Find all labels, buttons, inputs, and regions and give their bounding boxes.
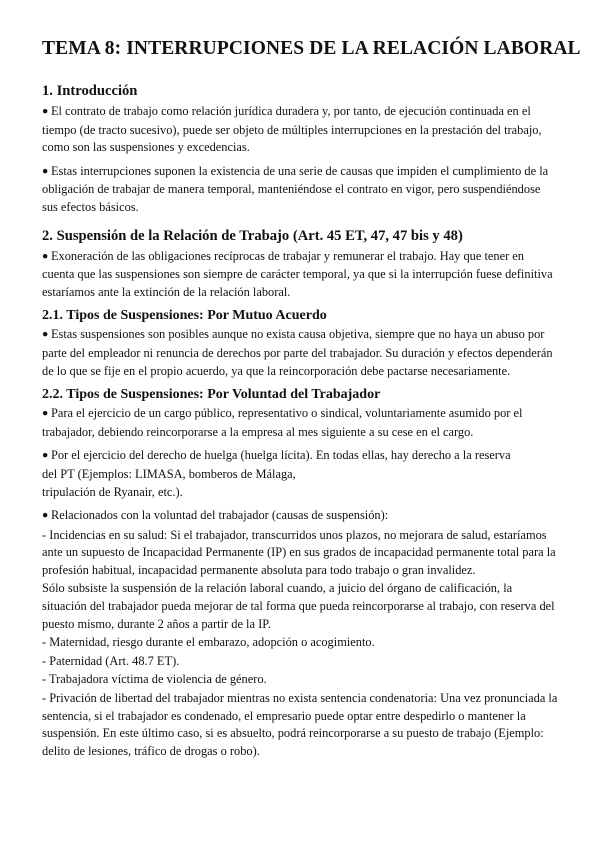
section-2-2-paragraph-2 [42, 447, 558, 501]
section-2-heading: 2. Suspensión de la Relación de Trabajo (Art. 45 ET, 47, 47 bis y 48) [42, 227, 463, 244]
health-incidents-item: - Incidencias en su salud: Si el trabajador, transcurridos unos plazos, no mejorara de salud, estaríamos ante un supuesto de Incapacidad Permanente (IP) en sus grados de incapacidad permanente total para la profesión habitual, incapacidad permanente absoluta para todo trabajo o gran invalidez. [42, 527, 556, 577]
section-1-heading: 1. Introducción [42, 83, 138, 99]
paternity-item: - Paternidad (Art. 48.7 ET). [42, 653, 180, 668]
section-2-2-paragraph-1: ● Para el ejercicio de un cargo público, representativo o sindical, voluntariamente asumido por el trabajador, debiendo reincorporarse a la empresa al mes siguiente a su cese en el cargo. [42, 405, 558, 441]
paragraph-2-line-3: tripulación de Ryanair, etc.). [42, 484, 183, 499]
section-2-2-heading: 2.2. Tipos de Suspensiones: Por Voluntad del Trabajador [42, 387, 381, 403]
section-1-paragraph-1: ● El contrato de trabajo como relación jurídica duradera y, por tanto, de ejecución continuada en el tiempo (de tracto sucesivo), puede ser objeto de múltiples interrupciones en la prestación del trabajo, como son las suspensiones y excedencias. [42, 103, 558, 157]
section-1-paragraph-2: ● Estas interrupciones suponen la existencia de una serie de causas que impiden el cumplimiento de la obligación de trabajar de manera temporal, manteniéndose el contrato en vigor, pero suspendiéndose sus efectos básicos. [42, 163, 558, 217]
deprivation-of-liberty-item: - Privación de libertad del trabajador mientras no exista sentencia condenatoria: Una vez pronunciada la sentencia, si el trabajador es condenado, el empresario puede optar entre despedirlo o mantener la suspensión. En este último caso, si es absuelto, podrá reincorporarse a su puesto de trabajo (Ejemplo: delito de lesiones, tráfico de drogas o robo). [42, 691, 558, 758]
gender-violence-item: - Trabajadora víctima de violencia de género. [42, 672, 267, 687]
paragraph-2-line-1: ● Por el ejercicio del derecho de huelga (huelga lícita). En todas ellas, hay derecho a la reserva [42, 447, 558, 466]
document-title: TEMA 8: INTERRUPCIONES DE LA RELACIÓN LABORAL [42, 38, 581, 59]
section-2-2-paragraph-3: ● Relacionados con la voluntad del trabajador (causas de suspensión): [42, 507, 558, 526]
suspension-subsists-paragraph: Sólo subsiste la suspensión de la relación laboral cuando, a juicio del órgano de calificación, la situación del trabajador pueda mejorar de tal forma que pueda reincorporarse al trabajo, con reserva del puesto mismo, durante 2 años a partir de la IP. [42, 581, 555, 631]
section-2-1-paragraph-1: ● Estas suspensiones son posibles aunque no exista causa objetiva, siempre que no haya un abuso por parte del empleador ni renuncia de derechos por parte del trabajador. Su duración y efectos dependerán de lo que se fije en el propio acuerdo, ya que la reincorporación debe pactarse necesariamente. [42, 326, 558, 380]
maternity-item: - Maternidad, riesgo durante el embarazo, adopción o acogimiento. [42, 635, 375, 650]
paragraph-2-line-2: del PT (Ejemplos: LIMASA, bomberos de Málaga, [42, 466, 296, 481]
section-2-1-heading: 2.1. Tipos de Suspensiones: Por Mutuo Acuerdo [42, 308, 327, 324]
section-2-paragraph-1: ● Exoneración de las obligaciones recíprocas de trabajar y remunerar el trabajo. Hay que tener en cuenta que las suspensiones son siempre de carácter temporal, ya que si la interrupción fuese definitiva estaríamos ante la extinción de la relación laboral. [42, 248, 558, 302]
